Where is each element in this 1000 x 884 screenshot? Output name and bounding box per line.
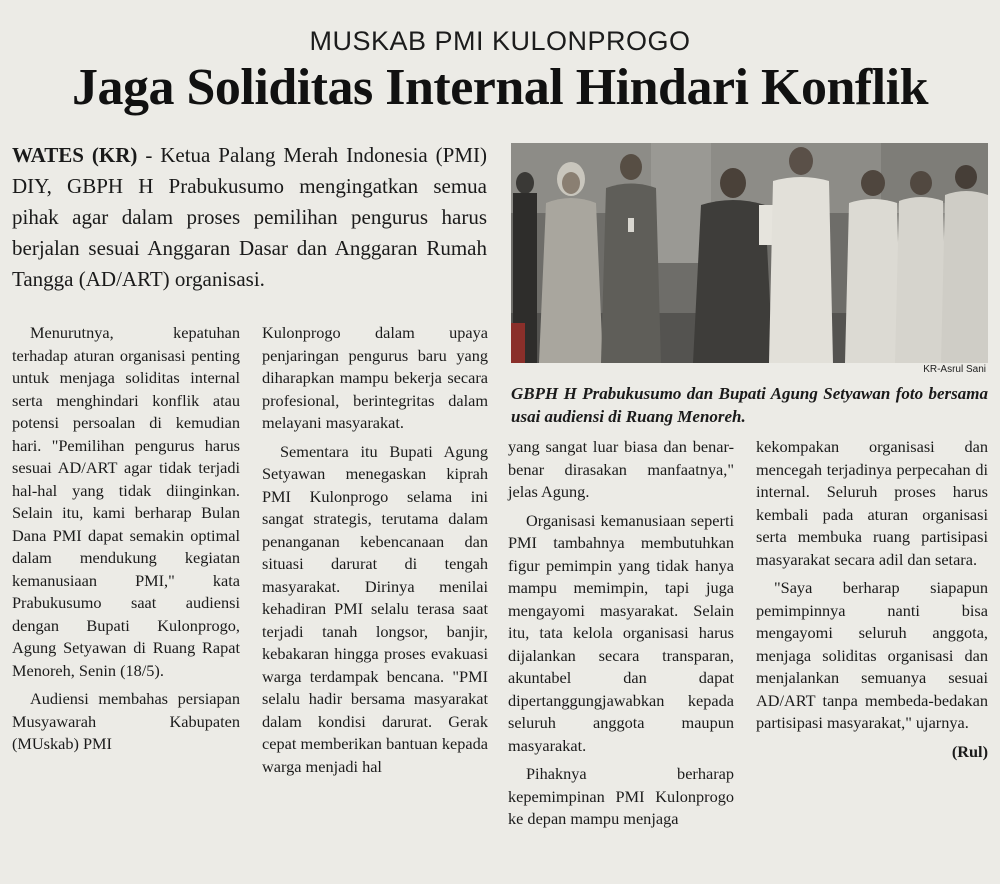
column-4: [756, 436, 988, 769]
paragraph: Kulonprogo dalam upaya penjaringan pengurus baru yang diharapkan mampu bekerja secara profesional, berintegritas dalam melayani masyarakat.: [262, 323, 488, 432]
paragraph: Menurutnya, kepatuhan terhadap aturan organisasi penting untuk menjaga soliditas internal serta menghindari konflik atau potensi persoalan di kemudian hari. "Pemilihan pengurus harus sesuai AD/ART agar tidak terjadi hal-hal yang tidak diinginkan. Selain itu, kami berharap Bulan Dana PMI dapat semakin optimal dalam mendukung kegiatan kemanusiaan PMI," kata Prabukusumo saat audiensi dengan Bupati Kulonprogo, Agung Setyawan di Ruang Rapat Menoreh, Senin (18/5).: [12, 323, 240, 680]
photo-caption: GBPH H Prabukusumo dan Bupati Agung Setyawan foto bersama usai audiensi di Ruang Menoreh.: [511, 384, 988, 426]
paragraph: Audiensi membahas persiapan Musyawarah Kabupaten (MUskab) PMI: [12, 689, 240, 753]
headline: Jaga Soliditas Internal Hindari Konflik: [72, 59, 928, 116]
dateline: WATES (KR): [12, 143, 138, 167]
paragraph: Sementara itu Bupati Agung Setyawan menegaskan kiprah PMI Kulonprogo selama ini sangat strategis, terutama dalam penanganan kebencanaan dan situasi darurat di tengah masyarakat. Dirinya menilai kehadiran PMI selalu terasa saat terjadi tanah longsor, banjir, kebakaran hingga proses evakuasi warga terdampak bencana. "PMI selalu hadir bersama masyarakat dalam kondisi darurat. Gerak cepat memberikan bantuan kepada warga menjadi hal: [262, 441, 488, 776]
lead-text: - Ketua Palang Merah Indonesia (PMI) DIY, GBPH H Prabukusumo mengingatkan semua pihak agar dalam proses pemilihan pengurus harus berjalan sesuai Anggaran Dasar dan Anggaran Rumah Tangga (AD/ART) organisasi.: [12, 143, 487, 291]
column-3: [508, 436, 734, 837]
column-2: [262, 322, 488, 784]
news-photo: [511, 143, 988, 363]
paragraph: kekompakan organisasi dan mencegah terjadinya perpecahan di internal. Seluruh proses harus kembali pada aturan organisasi serta membuka ruang partisipasi masyarakat secara adil dan setara.: [756, 437, 988, 569]
lead-paragraph: [12, 140, 487, 295]
byline: (Rul): [951, 741, 988, 761]
photo-credit: KR-Asrul Sani: [923, 364, 986, 375]
news-photo-image: [511, 143, 988, 363]
paragraph: Pihaknya berharap kepemimpinan PMI Kulonprogo ke depan mampu menjaga: [508, 764, 734, 828]
paragraph: "Saya berharap siapapun pemimpinnya nanti bisa mengayomi seluruh anggota, menjaga soliditas organisasi dan menjalankan semuanya sesuai AD/ART tanpa membeda-bedakan partisipasi masyarakat," ujarnya.: [756, 578, 988, 732]
paragraph: Organisasi kemanusiaan seperti PMI tambahnya membutuhkan figur pemimpin yang tidak hanya mampu memimpin, tapi juga mengayomi masyarakat. Selain itu, tata kelola organisasi harus dijalankan secara transparan, akuntabel dan dapat dipertanggungjawabkan kepada seluruh anggota maupun masyarakat.: [508, 510, 734, 755]
kicker: MUSKAB PMI KULONPROGO: [309, 26, 691, 56]
column-1: [12, 322, 240, 762]
paragraph: yang sangat luar biasa dan benar-benar dirasakan manfaatnya," jelas Agung.: [508, 437, 734, 501]
